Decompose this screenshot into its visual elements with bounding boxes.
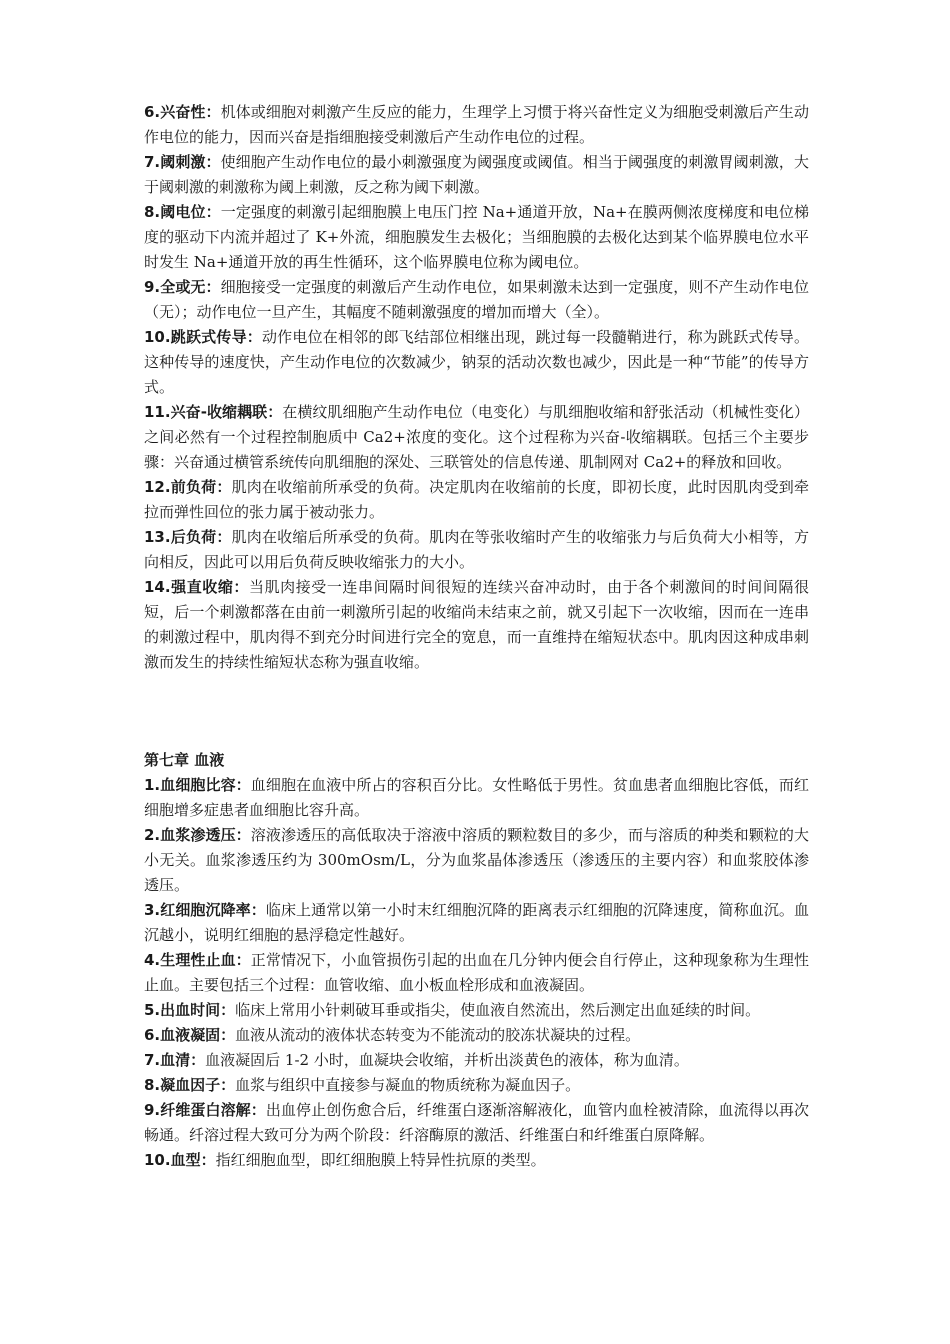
definition-text: 机体或细胞对刺激产生反应的能力，生理学上习惯于将兴奋性定义为细胞受刺激后产生动作电位的能力，因而兴奋是指细胞接受刺激后产生动作电位的过程。 (144, 103, 809, 146)
term-label: 14.强直收缩： (144, 578, 249, 596)
definition-entry (144, 1148, 809, 1173)
term-label: 9.纤维蛋白溶解： (144, 1101, 266, 1119)
definition-entry (144, 275, 809, 325)
definition-entry (144, 823, 809, 898)
term-label: 8.凝血因子： (144, 1076, 236, 1094)
definition-text: 血液凝固后 1-2 小时，血凝块会收缩，并析出淡黄色的液体，称为血清。 (205, 1051, 689, 1069)
definition-entry (144, 475, 809, 525)
definition-entry (144, 1098, 809, 1148)
term-label: 7.阈刺激： (144, 153, 221, 171)
chapter-title: 第七章 血液 (144, 751, 225, 769)
definition-entry (144, 525, 809, 575)
definition-text: 动作电位在相邻的郎飞结部位相继出现，跳过每一段髓鞘进行，称为跳跃式传导。这种传导的速度快，产生动作电位的次数减少，钠泵的活动次数也减少，因此是一种“节能”的传导方式。 (144, 328, 809, 396)
section-excitability-terms (144, 100, 809, 675)
definition-entry (144, 575, 809, 675)
term-label: 6.兴奋性： (144, 103, 221, 121)
term-label: 12.前负荷： (144, 478, 232, 496)
term-label: 7.血清： (144, 1051, 206, 1069)
definition-entry (144, 998, 809, 1023)
definition-text: 血液从流动的液体状态转变为不能流动的胶冻状凝块的过程。 (235, 1026, 641, 1044)
definition-text: 临床上通常以第一小时末红细胞沉降的距离表示红细胞的沉降速度，简称血沉。血沉越小，说明红细胞的悬浮稳定性越好。 (144, 901, 809, 944)
definition-entry (144, 1073, 809, 1098)
definition-text: 临床上常用小针刺破耳垂或指尖，使血液自然流出，然后测定出血延续的时间。 (235, 1001, 761, 1019)
definition-text: 使细胞产生动作电位的最小刺激强度为阈强度或阈值。相当于阈强度的刺激胃阈刺激，大于阈刺激的刺激称为阈上刺激，反之称为阈下刺激。 (144, 153, 809, 196)
definition-entry (144, 898, 809, 948)
definition-text: 一定强度的刺激引起细胞膜上电压门控 Na+通道开放，Na+在膜两侧浓度梯度和电位梯度的驱动下内流并超过了 K+外流，细胞膜发生去极化；当细胞膜的去极化达到某个临界膜电位水平时发生 Na+通道开放的再生性循环，这个临界膜电位称为阈电位。 (144, 203, 810, 271)
term-label: 6.血液凝固： (144, 1026, 236, 1044)
definition-text: 在横纹肌细胞产生动作电位（电变化）与肌细胞收缩和舒张活动（机械性变化）之间必然有一个过程控制胞质中 Ca2+浓度的变化。这个过程称为兴奋-收缩耦联。包括三个主要步骤：兴奋通过横管系统传向肌细胞的深处、三联管处的信息传递、肌制网对 Ca2+的释放和回收。 (144, 403, 809, 471)
definition-text: 指红细胞血型，即红细胞膜上特异性抗原的类型。 (215, 1151, 546, 1169)
definition-text: 血浆与组织中直接参与凝血的物质统称为凝血因子。 (235, 1076, 581, 1094)
term-label: 1.血细胞比容： (144, 776, 251, 794)
term-label: 11.兴奋-收缩耦联： (144, 403, 283, 421)
definition-text: 溶液渗透压的高低取决于溶液中溶质的颗粒数目的多少，而与溶质的种类和颗粒的大小无关。血浆渗透压约为 300mOsm/L，分为血浆晶体渗透压（渗透压的主要内容）和血浆胶体渗透压。 (144, 826, 809, 894)
term-label: 3.红细胞沉降率： (144, 901, 266, 919)
section-blood-chapter (144, 748, 809, 1173)
definition-entry (144, 200, 809, 275)
term-label: 4.生理性止血： (144, 951, 251, 969)
term-label: 10.跳跃式传导： (144, 328, 262, 346)
definition-text: 血细胞在血液中所占的容积百分比。女性略低于男性。贫血患者血细胞比容低，而红细胞增多症患者血细胞比容升高。 (144, 776, 809, 819)
definition-entry (144, 1023, 809, 1048)
term-label: 13.后负荷： (144, 528, 232, 546)
definition-text: 肌肉在收缩前所承受的负荷。决定肌肉在收缩前的长度，即初长度，此时因肌肉受到牵拉而弹性回位的张力属于被动张力。 (144, 478, 809, 521)
definition-text: 出血停止创伤愈合后，纤维蛋白逐渐溶解液化，血管内血栓被清除，血流得以再次畅通。纤溶过程大致可分为两个阶段：纤溶酶原的激活、纤维蛋白和纤维蛋白原降解。 (144, 1101, 809, 1144)
definition-entry (144, 948, 809, 998)
term-label: 5.出血时间： (144, 1001, 236, 1019)
term-label: 8.阈电位： (144, 203, 221, 221)
term-label: 9.全或无： (144, 278, 221, 296)
term-label: 10.血型： (144, 1151, 216, 1169)
term-label: 2.血浆渗透压： (144, 826, 251, 844)
definition-entry (144, 773, 809, 823)
definition-entry (144, 150, 809, 200)
definition-entry (144, 400, 809, 475)
definition-text: 正常情况下，小血管损伤引起的出血在几分钟内便会自行停止，这种现象称为生理性止血。主要包括三个过程：血管收缩、血小板血栓形成和血液凝固。 (144, 951, 809, 994)
definition-entry (144, 325, 809, 400)
definition-text: 肌肉在收缩后所承受的负荷。肌肉在等张收缩时产生的收缩张力与后负荷大小相等，方向相反，因此可以用后负荷反映收缩张力的大小。 (144, 528, 809, 571)
definition-entry (144, 100, 809, 150)
definition-text: 细胞接受一定强度的刺激后产生动作电位，如果刺激未达到一定强度，则不产生动作电位（无）；动作电位一旦产生，其幅度不随刺激强度的增加而增大（全）。 (144, 278, 809, 321)
definition-entry (144, 1048, 809, 1073)
definition-text: 当肌肉接受一连串间隔时间很短的连续兴奋冲动时，由于各个刺激间的时间间隔很短，后一个刺激都落在由前一刺激所引起的收缩尚未结束之前，就又引起下一次收缩，因而在一连串的刺激过程中，肌肉得不到充分时间进行完全的宽息，而一直维持在缩短状态中。肌肉因这种成串刺激而发生的持续性缩短状态称为强直收缩。 (144, 578, 809, 671)
